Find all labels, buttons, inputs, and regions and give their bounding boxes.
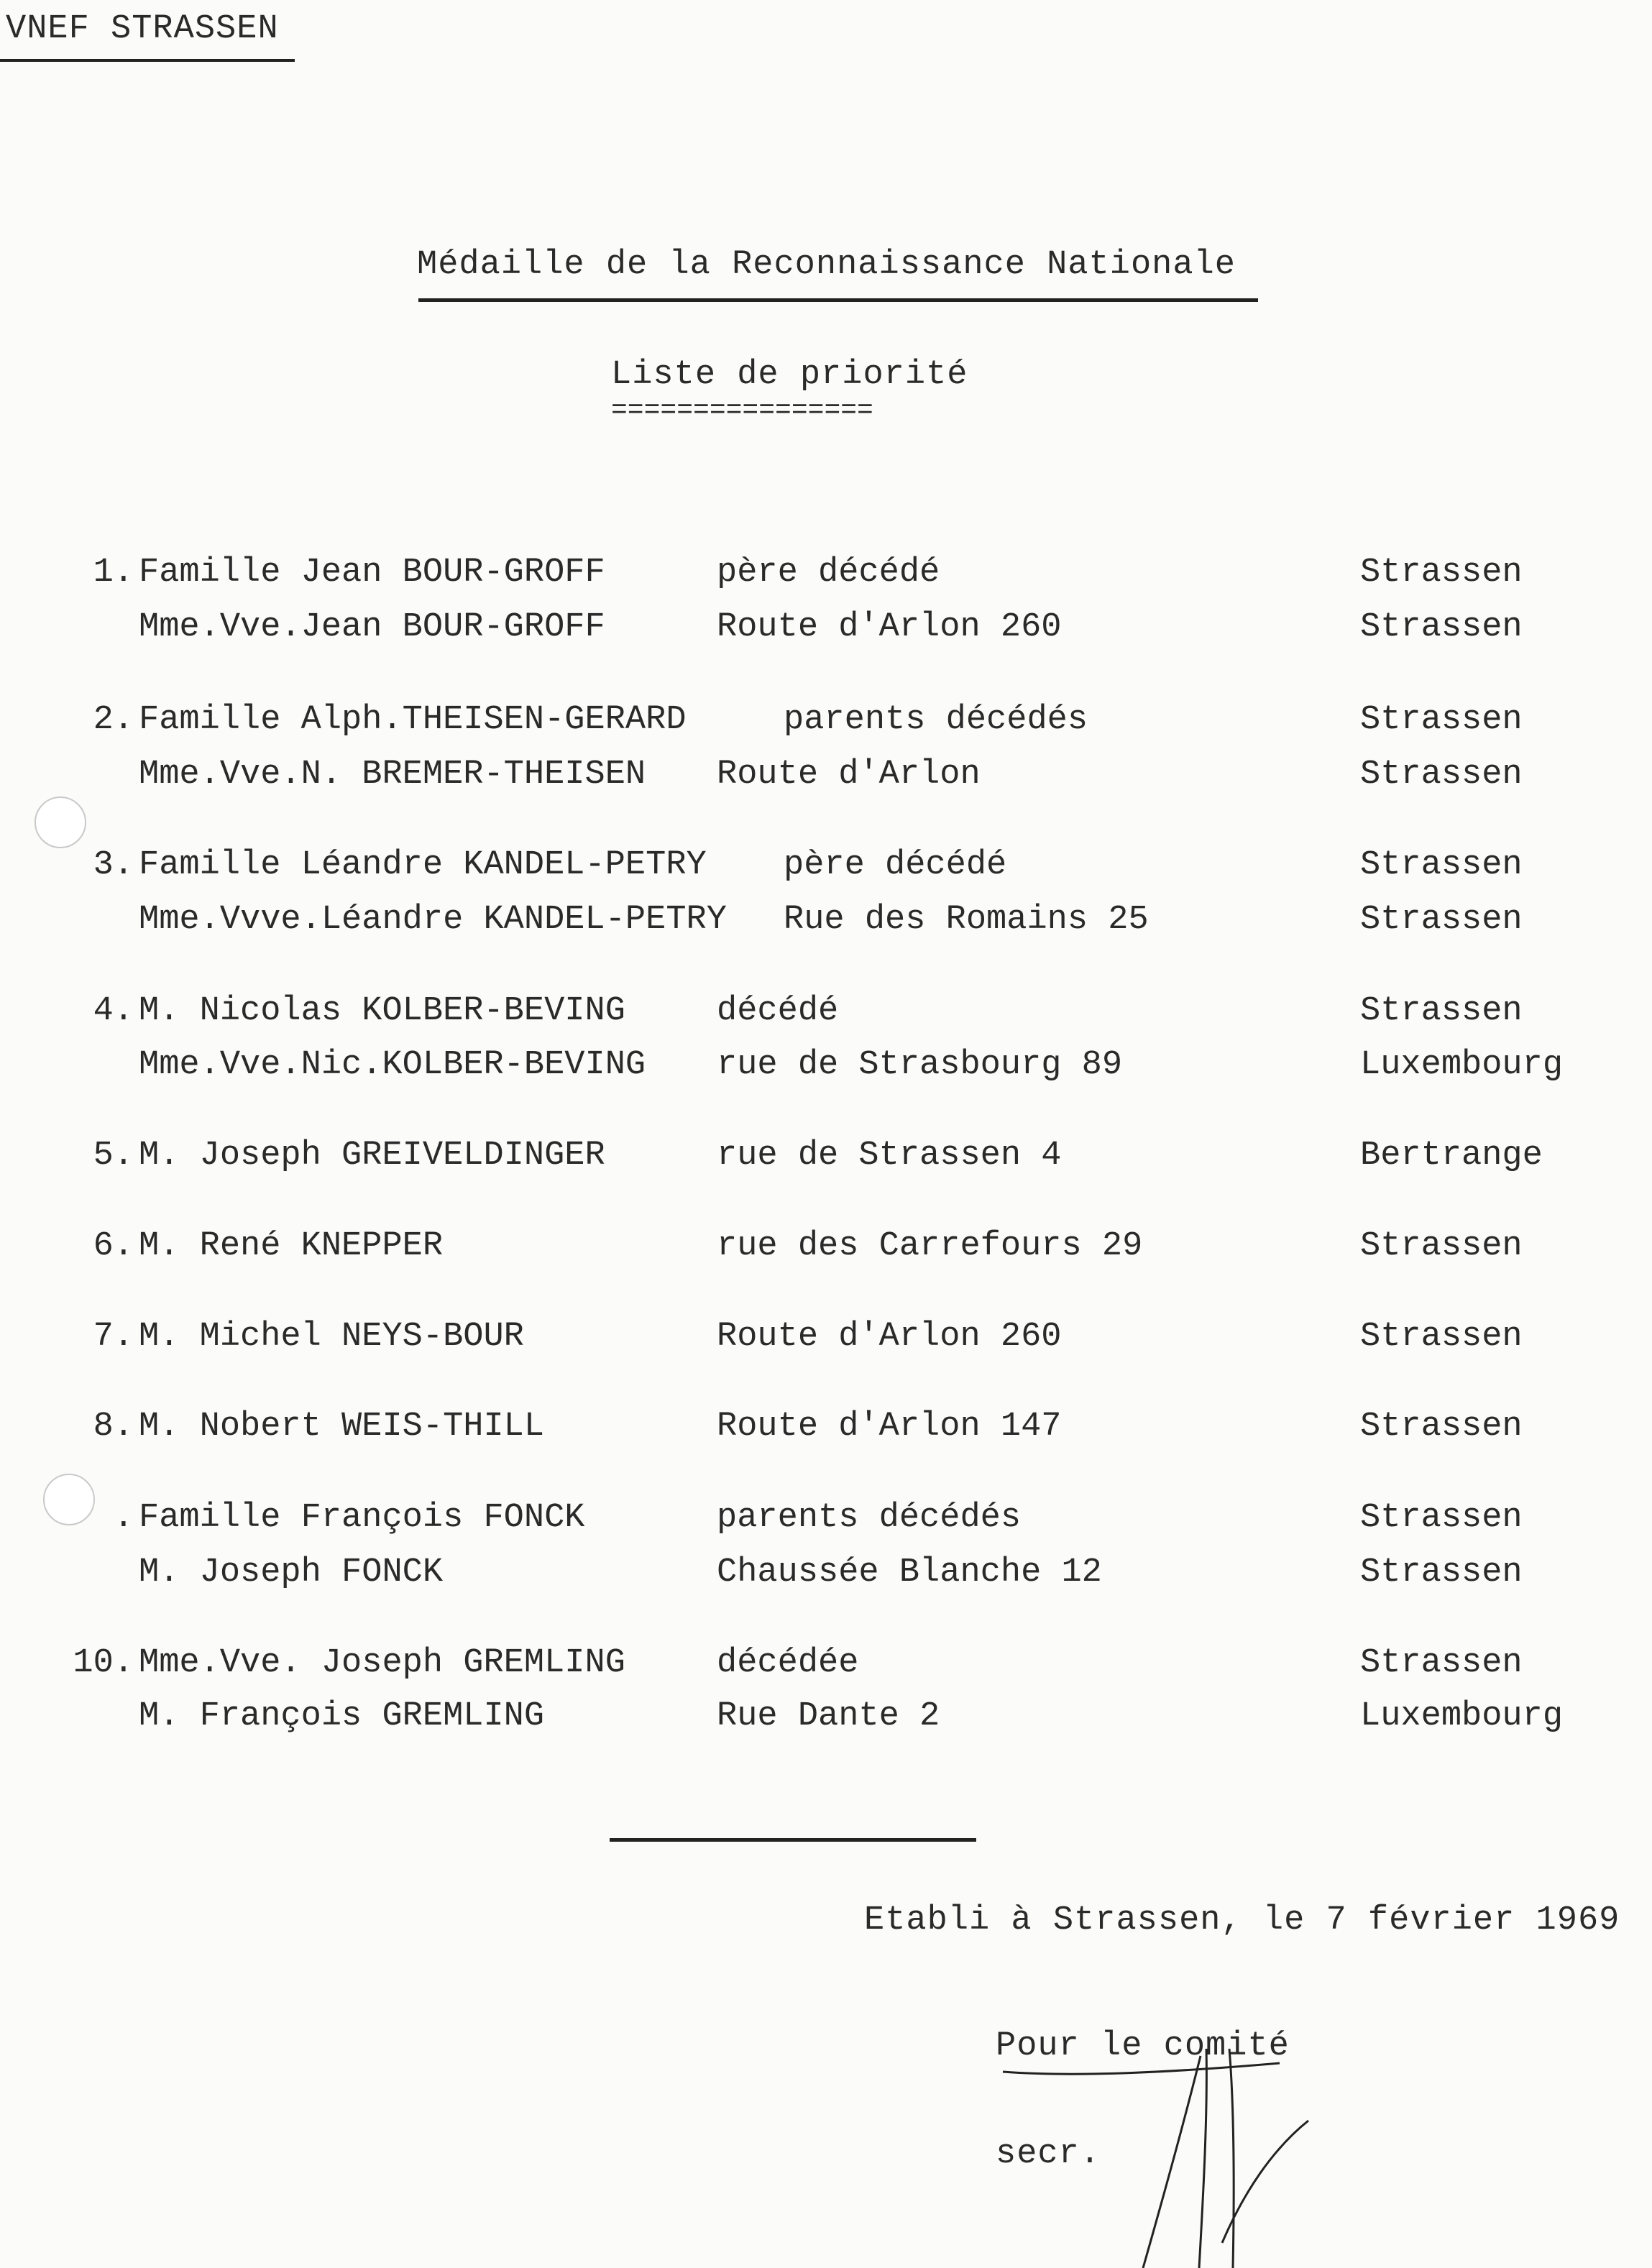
entry-info: Route d'Arlon 260 — [717, 1318, 1062, 1356]
entry-city: Luxembourg — [1360, 1697, 1564, 1735]
list-item — [0, 1227, 1652, 1270]
entry-name: M. Nicolas KOLBER-BEVING — [139, 992, 625, 1030]
list-item — [0, 992, 1652, 1035]
punch-hole — [43, 1474, 95, 1525]
handwritten-signature — [992, 2027, 1323, 2268]
entry-number: 3. — [93, 846, 134, 884]
punch-hole — [35, 796, 86, 848]
title-underline — [418, 298, 1258, 302]
entry-name: M. Nobert WEIS-THILL — [139, 1408, 545, 1446]
entry-name: Mme.Vve. Joseph GREMLING — [139, 1644, 625, 1682]
entry-info: parents décédés — [717, 1499, 1022, 1537]
list-item — [0, 846, 1652, 889]
place-date-line: Etabli à Strassen, le 7 février 1969 — [864, 1901, 1620, 1939]
entry-name: Famille Jean BOUR-GROFF — [139, 554, 605, 592]
entry-info: rue de Strasbourg 89 — [717, 1046, 1123, 1084]
list-item — [0, 701, 1652, 744]
entry-info: père décédé — [717, 554, 940, 592]
entry-name: M. Michel NEYS-BOUR — [139, 1318, 524, 1356]
entry-info: parents décédés — [784, 701, 1088, 739]
list-item — [0, 1697, 1652, 1740]
entry-info: décédé — [717, 992, 839, 1030]
entry-name: Mme.Vvve.Léandre KANDEL-PETRY — [139, 901, 727, 939]
document-title: Médaille de la Reconnaissance Nationale — [417, 246, 1236, 284]
entry-info: rue des Carrefours 29 — [717, 1227, 1143, 1265]
entry-city: Strassen — [1360, 756, 1523, 794]
entry-info: rue de Strassen 4 — [717, 1137, 1062, 1175]
entry-city: Strassen — [1360, 1408, 1523, 1446]
entry-number: 4. — [93, 992, 134, 1030]
committee-line: Pour le comité — [996, 2027, 1290, 2065]
entry-info: Route d'Arlon 147 — [717, 1408, 1062, 1446]
list-item — [0, 1318, 1652, 1361]
entry-number: 1. — [93, 554, 134, 592]
list-item — [0, 756, 1652, 799]
entry-city: Strassen — [1360, 1499, 1523, 1537]
entry-number: 2. — [93, 701, 134, 739]
list-item — [0, 1644, 1652, 1687]
entry-info: Route d'Arlon 260 — [717, 608, 1062, 646]
entry-name: M. Joseph FONCK — [139, 1553, 444, 1592]
entry-city: Strassen — [1360, 554, 1523, 592]
entry-city: Strassen — [1360, 608, 1523, 646]
entry-city: Strassen — [1360, 1227, 1523, 1265]
entry-info: décédée — [717, 1644, 859, 1682]
entry-name: M. Joseph GREIVELDINGER — [139, 1137, 605, 1175]
entry-name: Mme.Vve.N. BREMER-THEISEN — [139, 756, 646, 794]
list-item — [0, 1046, 1652, 1089]
subtitle-underline: ================ — [611, 395, 873, 426]
list-item — [0, 1408, 1652, 1451]
entry-name: Famille François FONCK — [139, 1499, 585, 1537]
entry-info: Rue des Romains 25 — [784, 901, 1149, 939]
list-item — [0, 1499, 1652, 1542]
entry-city: Strassen — [1360, 901, 1523, 939]
entry-city: Strassen — [1360, 1553, 1523, 1592]
list-item — [0, 1553, 1652, 1597]
entry-city: Strassen — [1360, 846, 1523, 884]
entry-name: Mme.Vve.Jean BOUR-GROFF — [139, 608, 605, 646]
entry-name: M. François GREMLING — [139, 1697, 545, 1735]
entry-name: M. René KNEPPER — [139, 1227, 444, 1265]
list-item — [0, 608, 1652, 651]
list-item — [0, 901, 1652, 944]
entry-number: 7. — [93, 1318, 134, 1356]
entry-name: Famille Alph.THEISEN-GERARD — [139, 701, 687, 739]
entry-name: Famille Léandre KANDEL-PETRY — [139, 846, 707, 884]
list-item — [0, 554, 1652, 597]
header-underline — [0, 59, 295, 62]
entry-name: Mme.Vve.Nic.KOLBER-BEVING — [139, 1046, 646, 1084]
entry-info: Chaussée Blanche 12 — [717, 1553, 1102, 1592]
entry-number: . — [113, 1499, 134, 1537]
entry-info: père décédé — [784, 846, 1007, 884]
list-end-rule — [610, 1838, 976, 1842]
entry-number: 8. — [93, 1408, 134, 1446]
entry-city: Strassen — [1360, 992, 1523, 1030]
entry-city: Luxembourg — [1360, 1046, 1564, 1084]
entry-number: 6. — [93, 1227, 134, 1265]
entry-city: Strassen — [1360, 1644, 1523, 1682]
entry-city: Strassen — [1360, 701, 1523, 739]
entry-number: 10. — [73, 1644, 134, 1682]
entry-number: 5. — [93, 1137, 134, 1175]
organization-label: VNEF STRASSEN — [6, 10, 279, 48]
secretary-line: secr. — [996, 2135, 1101, 2173]
list-item — [0, 1137, 1652, 1180]
entry-city: Strassen — [1360, 1318, 1523, 1356]
entry-city: Bertrange — [1360, 1137, 1543, 1175]
document-subtitle: Liste de priorité — [611, 356, 968, 394]
entry-info: Route d'Arlon — [717, 756, 981, 794]
entry-info: Rue Dante 2 — [717, 1697, 940, 1735]
